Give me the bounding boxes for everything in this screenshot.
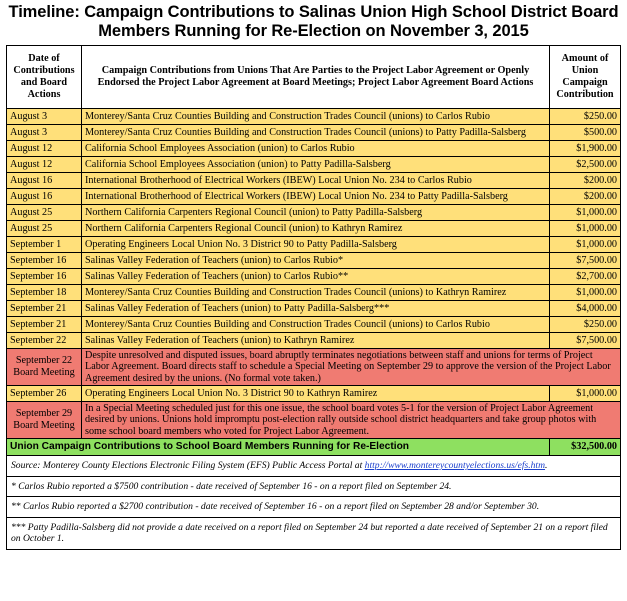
row-description: Northern California Carpenters Regional Council (union) to Kathryn Ramirez	[82, 221, 550, 237]
row-description: International Brotherhood of Electrical Workers (IBEW) Local Union No. 234 to Patty Padilla-Salsberg	[82, 189, 550, 205]
table-row	[7, 125, 621, 141]
row-date: September 21	[7, 317, 82, 333]
row-amount: $200.00	[550, 189, 621, 205]
board-meeting-row-sept-29	[7, 402, 621, 439]
footnote-row	[7, 497, 621, 518]
row-amount: $2,700.00	[550, 269, 621, 285]
table-row	[7, 386, 621, 402]
row-amount: $500.00	[550, 125, 621, 141]
table-row	[7, 189, 621, 205]
board-meeting-row-sept-22	[7, 349, 621, 386]
row-amount: $1,900.00	[550, 141, 621, 157]
row-description: Operating Engineers Local Union No. 3 District 90 to Kathryn Ramirez	[82, 386, 550, 402]
table-row	[7, 285, 621, 301]
row-amount: $1,000.00	[550, 237, 621, 253]
row-description: Monterey/Santa Cruz Counties Building and Construction Trades Council (unions) to Carlos Rubio	[82, 317, 550, 333]
row-date: September 21	[7, 301, 82, 317]
meeting-date-line-2: Board Meeting	[13, 367, 75, 378]
header-description: Campaign Contributions from Unions That Are Parties to the Project Labor Agreement or Openly Endorsed the Project Labor Agreement at Board Meetings; Project Labor Agreement Board Actions	[82, 46, 550, 109]
row-date: September 1	[7, 237, 82, 253]
row-description: California School Employees Association (union) to Carlos Rubio	[82, 141, 550, 157]
row-amount: $4,000.00	[550, 301, 621, 317]
row-amount: $1,000.00	[550, 386, 621, 402]
header-date: Date of Contributions and Board Actions	[7, 46, 82, 109]
meeting-date-line-2: Board Meeting	[13, 420, 75, 431]
table-row	[7, 317, 621, 333]
row-date: August 25	[7, 221, 82, 237]
row-date: September 16	[7, 269, 82, 285]
table-row	[7, 333, 621, 349]
table-row	[7, 237, 621, 253]
footnote-1: * Carlos Rubio reported a $7500 contribution - date received of September 16 - on a report filed on September 24.	[7, 476, 621, 497]
row-description: Operating Engineers Local Union No. 3 District 90 to Patty Padilla-Salsberg	[82, 237, 550, 253]
row-description: Northern California Carpenters Regional Council (union) to Patty Padilla-Salsberg	[82, 205, 550, 221]
footnote-row	[7, 476, 621, 497]
meeting-description: In a Special Meeting scheduled just for this one issue, the school board votes 5-1 for the version of Project Labor Agreement desired by unions. Unions hold impromptu post-election rally outside school district headquarters and take group photos with some school board members who voted for Project Labor Agreement.	[82, 402, 621, 439]
source-end: .	[545, 460, 548, 471]
row-date: September 26	[7, 386, 82, 402]
title-line-2: Members Running for Re-Election on November 3, 2015	[98, 22, 529, 40]
row-description: Salinas Valley Federation of Teachers (union) to Kathryn Ramirez	[82, 333, 550, 349]
meeting-date	[7, 402, 82, 439]
total-amount: $32,500.00	[550, 439, 621, 456]
page-title	[0, 3, 627, 41]
meeting-date-line-1: September 22	[15, 355, 73, 366]
table-row	[7, 109, 621, 125]
source-note	[7, 456, 621, 477]
row-description: Monterey/Santa Cruz Counties Building and Construction Trades Council (unions) to Patty Padilla-Salsberg	[82, 125, 550, 141]
header-amount: Amount of Union Campaign Contribution	[550, 46, 621, 109]
title-line-1: Timeline: Campaign Contributions to Salinas Union High School District Board	[8, 3, 619, 21]
row-description: Salinas Valley Federation of Teachers (union) to Carlos Rubio*	[82, 253, 550, 269]
row-amount: $1,000.00	[550, 205, 621, 221]
row-date: August 12	[7, 157, 82, 173]
row-amount: $1,000.00	[550, 221, 621, 237]
row-description: Monterey/Santa Cruz Counties Building and Construction Trades Council (unions) to Kathryn Ramirez	[82, 285, 550, 301]
meeting-date	[7, 349, 82, 386]
row-date: September 22	[7, 333, 82, 349]
row-date: August 25	[7, 205, 82, 221]
total-row	[7, 439, 621, 456]
table-row	[7, 301, 621, 317]
table-row	[7, 269, 621, 285]
row-date: August 16	[7, 189, 82, 205]
table-row	[7, 141, 621, 157]
source-text: Source: Monterey County Elections Electronic Filing System (EFS) Public Access Portal at	[11, 460, 365, 471]
row-amount: $200.00	[550, 173, 621, 189]
source-note-row	[7, 456, 621, 477]
contributions-table	[6, 45, 621, 550]
row-description: Monterey/Santa Cruz Counties Building and Construction Trades Council (unions) to Carlos Rubio	[82, 109, 550, 125]
row-description: Salinas Valley Federation of Teachers (union) to Patty Padilla-Salsberg***	[82, 301, 550, 317]
row-amount: $250.00	[550, 317, 621, 333]
row-amount: $1,000.00	[550, 285, 621, 301]
row-date: August 3	[7, 125, 82, 141]
row-date: August 12	[7, 141, 82, 157]
table-header-row	[7, 46, 621, 109]
source-link[interactable]: http://www.montereycountyelections.us/efs.htm	[364, 460, 546, 471]
row-description: Salinas Valley Federation of Teachers (union) to Carlos Rubio**	[82, 269, 550, 285]
footnote-3: *** Patty Padilla-Salsberg did not provide a date received on a report filed on September 24 but reported a date received of September 21 on a report filed on October 1.	[7, 517, 621, 549]
row-amount: $2,500.00	[550, 157, 621, 173]
row-amount: $7,500.00	[550, 333, 621, 349]
table-row	[7, 205, 621, 221]
row-date: September 18	[7, 285, 82, 301]
table-row	[7, 157, 621, 173]
row-amount: $250.00	[550, 109, 621, 125]
footnote-2: ** Carlos Rubio reported a $2700 contribution - date received of September 16 - on a report filed on September 28 and/or September 30.	[7, 497, 621, 518]
row-description: California School Employees Association (union) to Patty Padilla-Salsberg	[82, 157, 550, 173]
row-description: International Brotherhood of Electrical Workers (IBEW) Local Union No. 234 to Carlos Rubio	[82, 173, 550, 189]
table-row	[7, 221, 621, 237]
row-date: September 16	[7, 253, 82, 269]
table-row	[7, 253, 621, 269]
row-date: August 3	[7, 109, 82, 125]
total-label: Union Campaign Contributions to School Board Members Running for Re-Election	[7, 439, 550, 456]
meeting-description: Despite unresolved and disputed issues, board abruptly terminates negotiations between staff and unions for terms of Project Labor Agreement. Board directs staff to schedule a Special Meeting on September 29 to approve the version of the Project Labor Agreement desired by the unions. (No formal vote taken.)	[82, 349, 621, 386]
meeting-date-line-1: September 29	[15, 408, 73, 419]
row-amount: $7,500.00	[550, 253, 621, 269]
footnote-row	[7, 517, 621, 549]
table-row	[7, 173, 621, 189]
row-date: August 16	[7, 173, 82, 189]
